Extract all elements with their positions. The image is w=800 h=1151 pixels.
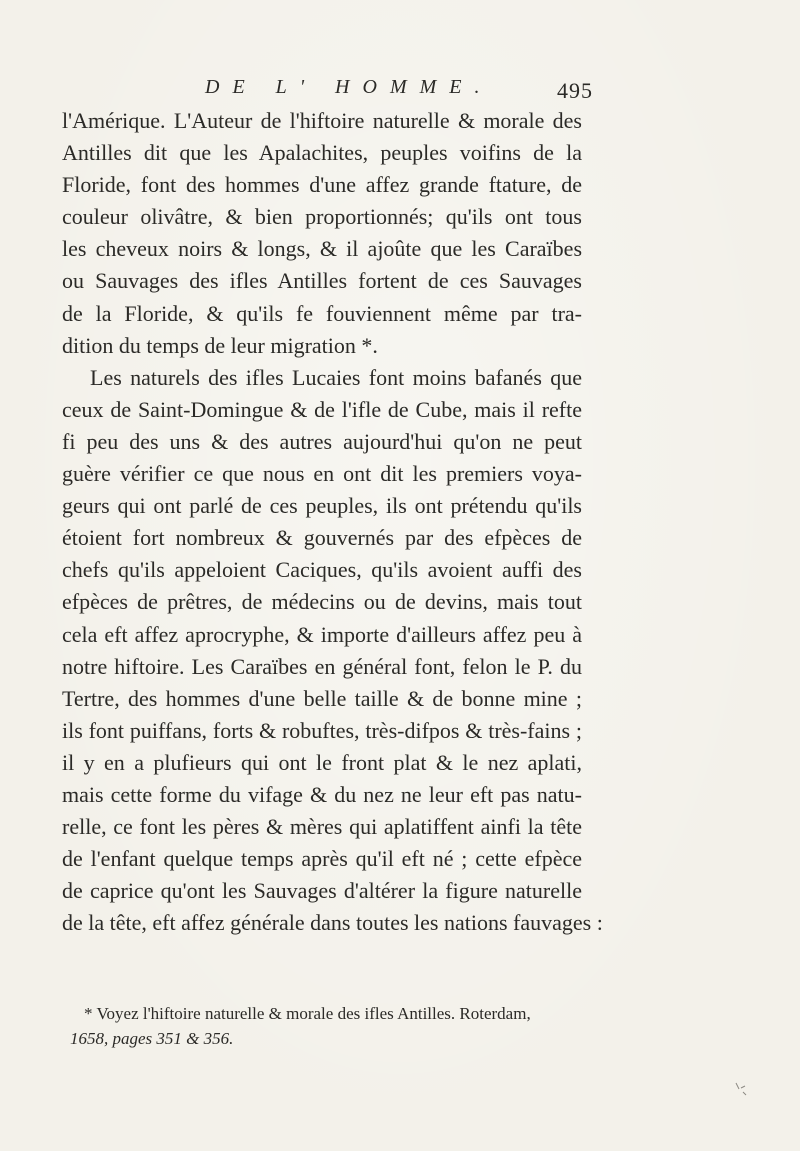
text-line: les cheveux noirs & longs, & il ajoûte que les Caraïbes [62,236,582,262]
text-line: ils font puiffans, forts & robuftes, très-difpos & très-fains ; [62,717,582,743]
text-line: notre hiftoire. Les Caraïbes en général font, felon le P. du [62,653,582,679]
text-line: ceux de Saint-Domingue & de l'ifle de Cube, mais il refte [62,396,582,422]
text-line: chefs qu'ils appeloient Caciques, qu'ils avoient auffi des [62,557,582,583]
paper-speck-marks [732,1080,752,1100]
text-line: couleur olivâtre, & bien proportionnés; qu'ils ont tous [62,204,582,230]
text-line: efpèces de prêtres, de médecins ou de devins, mais tout [62,589,582,615]
text-line: relle, ce font les pères & mères qui aplatiffent ainfi la tête [62,814,582,840]
text-line: de la Floride, & qu'ils fe fouviennent même par tra- [62,300,582,326]
text-line: Tertre, des hommes d'une belle taille & de bonne mine ; [62,685,582,711]
text-line: l'Amérique. L'Auteur de l'hiftoire naturelle & morale des [62,108,582,133]
text-line: de la tête, eft affez générale dans toutes les nations fauvages : [62,910,603,936]
text-line: de l'enfant quelque temps après qu'il eft né ; cette efpèce [62,846,582,872]
text-line: Floride, font des hommes d'une affez grande ftature, de [62,172,582,198]
footnote-line: 1658, pages 351 & 356. [70,1029,234,1048]
text-line: mais cette forme du vifage & du nez ne leur eft pas natu- [62,781,582,807]
footnote [70,1001,590,1051]
text-line: geurs qui ont parlé de ces peuples, ils ont prétendu qu'ils [62,493,582,519]
text-line: cela eft affez aprocryphe, & importe d'ailleurs affez peu à [62,621,582,647]
text-line: il y en a plufieurs qui ont le front plat & le nez aplati, [62,749,582,775]
text-line: guère vérifier ce que nous en ont dit les premiers voya- [62,461,582,487]
body-text [62,105,603,939]
page-number: 495 [557,78,593,103]
text-line: Antilles dit que les Apalachites, peuples voifins de la [62,140,582,166]
running-head: DE L' HOMME. [205,76,493,98]
footnote-line: * Voyez l'hiftoire naturelle & morale des ifles Antilles. Roterdam, [84,1004,531,1023]
text-line: Les naturels des ifles Lucaies font moins bafanés que [90,364,582,390]
text-line: de caprice qu'ont les Sauvages d'altérer la figure naturelle [62,878,582,904]
text-line: ou Sauvages des ifles Antilles fortent de ces Sauvages [62,268,582,294]
text-line: dition du temps de leur migration *. [62,332,378,358]
text-line: étoient fort nombreux & gouvernés par des efpèces de [62,525,582,551]
text-line: fi peu des uns & des autres aujourd'hui qu'on ne peut [62,428,582,454]
